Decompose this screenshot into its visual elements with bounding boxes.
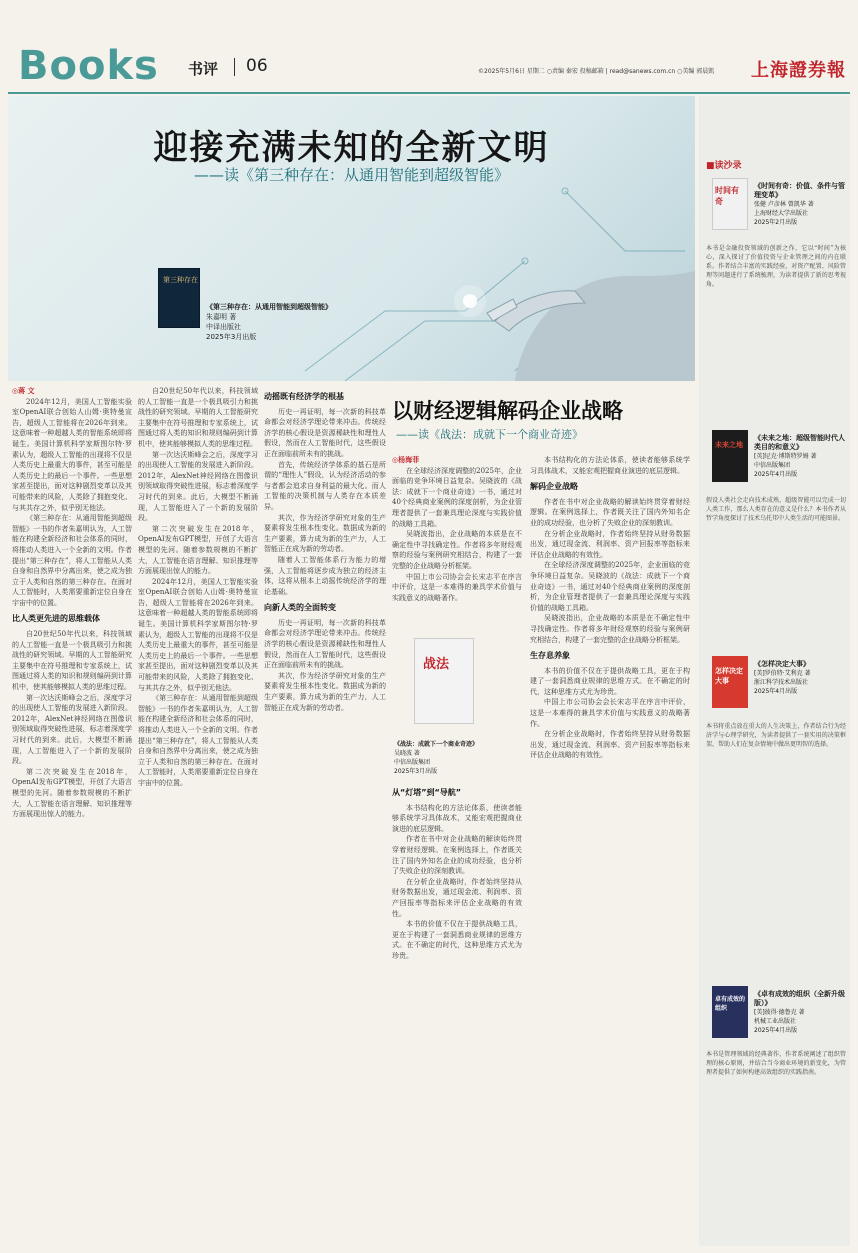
paragraph: 在分析企业战略时，作者始终坚持从财务数据出发，通过现金流、利润率、资产回报率等指标来评估企业战略的有效性。 [530, 730, 690, 760]
paragraph: 自20世纪50年代以来，科技领域的人工智能一直是一个极具吸引力和挑战性的研究领域。早期的人工智能研究主要集中在符号推理和专家系统上，试图通过将人类的知识和规则编码到计算机中，使其能够模拟人类的思维过程。 [138, 387, 258, 448]
masthead: 上海證券報 [751, 60, 846, 81]
paragraph: 第二次突破发生在2018年，OpenAI发布GPT模型，开创了大语言模型的先河。随着参数规模的不断扩大，人工智能在语言理解、知识推理等方面展现出惊人的能力。 [12, 767, 132, 819]
paragraph: 2024年12月，美国人工智能实验室OpenAI联合创始人山姆·奥特曼宣告，超级人工智能将在2026年到来。这意味着一种超越人类的智能系统即将诞生。美国计算机科学家斯图尔特·罗素认为，超级人工智能的出现将不仅是人类历史上最重大的事件，甚至可能是人类历史上的最后一个事件。一些思想家甚至提出，面对这种剧烈变革以及其可能带来的风险，人类除了拥抱变化、与其共存之外，似乎别无他法。 [138, 577, 258, 692]
article1-byline: ◎蒋 文 [12, 387, 35, 395]
paragraph: 自20世纪50年代以来，科技领域的人工智能一直是一个极具吸引力和挑战性的研究领域。早期的人工智能研究主要集中在符号推理和专家系统上，试图通过将人类的知识和规则编码到计算机中，使其能够模拟人类的思维过程。 [12, 630, 132, 692]
page-number: 06 [246, 56, 268, 76]
book-name: 《第三种存在：从通用智能到超级智能》 [206, 303, 332, 311]
paragraph: 本书的价值不仅在于提供战略工具，更在于构建了一套洞悉商业规律的思维方式。在不确定的时代，这种思维方式尤为珍贵。 [392, 920, 522, 960]
article2-column-1-top [392, 455, 522, 635]
sidebar-blurb: 本书是金融投资领域的创新之作，它以“时间”为核心，深入探讨了价值投资与企业管理之间的内在联系。作者结合丰富的实践经验，对资产配置、风险管理等问题进行了系统梳理，为读者提供了新的思考视角。 [706, 245, 846, 288]
sidebar-blurb: 假设人类社会走向技术成熟，超级智能可以完成一切人类工作，那么人类存在的意义是什么？本书作者从哲学角度探讨了技术乌托邦中人类生活的可能图景。 [706, 497, 846, 522]
paragraph: 第二次突破发生在2018年，OpenAI发布GPT模型，开创了大语言模型的先河。随着参数规模的不断扩大，人工智能在语言理解、知识推理等方面展现出惊人的能力。 [138, 524, 258, 576]
book-name: 《战法：成就下一个商业奇迹》 [394, 741, 479, 748]
book-author: 吴晓波 著 [394, 750, 420, 757]
book-author: [美]彼得·德鲁克 著 [754, 1009, 805, 1016]
book-name: 《未来之地：超级智能时代人类目的和意义》 [754, 434, 845, 451]
book-publisher: 中译出版社 [206, 323, 241, 331]
book-cover-title: 怎样决定大事 [715, 666, 743, 685]
article-subtitle: ——读《第三种存在：从通用智能到超级智能》 [193, 166, 509, 184]
paragraph: 其次，作为经济学研究对象的生产要素将发生根本性变化。数据成为新的生产要素，算力成为新的生产力，人工智能正在成为新的劳动者。 [264, 513, 386, 554]
paragraph: 本书结构化的方法论体系，使读者能够系统学习具体战术，又能宏观把握商业演进的底层逻辑。 [392, 803, 522, 833]
paragraph: 中国上市公司协会会长宋志平在序言中评价，这是一本难得的兼具学术价值与实践意义的战略著作。 [392, 572, 522, 602]
book-author: 朱嘉明 著 [206, 313, 237, 321]
paragraph: 本书结构化的方法论体系，使读者能够系统学习具体战术，又能宏观把握商业演进的底层逻辑。 [530, 456, 690, 475]
book-cover [158, 268, 200, 328]
brand-logo: Books [18, 43, 159, 89]
sidebar-blurb: 本书是管理领域的经典著作，作者系统阐述了组织管理的核心原则，并结合当今商业环境的新变化，为管理者提供了如何构建高效组织的实践指南。 [706, 1051, 846, 1076]
paragraph: 历史一再证明，每一次新的科技革命都会对经济学理论带来冲击。传统经济学的核心假设是资源稀缺性和理性人假设，然而在人工智能时代，这些假设正在面临前所未有的挑战。 [264, 407, 386, 458]
paragraph: 作者在书中对企业战略的解读始终贯穿着财经逻辑。在案例选择上，作者既关注了国内外知名企业的成功经验，也分析了失败企业的深刻教训。 [392, 835, 522, 876]
book-date: 2025年4月出版 [754, 1027, 798, 1034]
book-publisher: 中信出版集团 [394, 759, 431, 766]
sidebar-book-cover [712, 430, 748, 482]
book-publisher: 浙江科学技术出版社 [754, 679, 809, 686]
subhead: 从“灯塔”到“导航” [392, 788, 462, 797]
article2-column-1-bottom [392, 782, 522, 1242]
book-publisher: 上海财经大学出版社 [754, 210, 809, 217]
sidebar-blurb: 本书将重点放在重大的人生决策上，作者结合行为经济学与心理学研究，为读者提供了一套实用的决策框架，帮助人们在复杂情境中做出更明智的选择。 [706, 723, 846, 748]
book-cover-title: 战法 [423, 657, 450, 672]
subhead: 动摇既有经济学的根基 [264, 392, 344, 401]
paragraph: 其次，作为经济学研究对象的生产要素将发生根本性变化。数据成为新的生产要素，算力成为新的生产力，人工智能正在成为新的劳动者。 [264, 671, 386, 712]
article1-column-3 [264, 386, 386, 1246]
paragraph: 本书的价值不仅在于提供战略工具，更在于构建了一套洞悉商业规律的思维方式。在不确定的时代，这种思维方式尤为珍贵。 [530, 666, 690, 696]
hero-banner [8, 96, 695, 381]
book-date: 2025年4月出版 [754, 471, 798, 478]
book-date: 2025年4月出版 [754, 688, 798, 695]
book-date: 2025年3月出版 [394, 768, 438, 775]
paragraph: 第一次达沃斯峰会之后，深度学习的出现使人工智能的发展进入新阶段。2012年，AlexNet神经网络在图像识别领域取得突破性进展，标志着深度学习时代的到来。此后，大模型不断涌现，人工智能进入了一个新的发展阶段。 [12, 693, 132, 766]
book-date: 2025年2月出版 [754, 219, 798, 226]
book-author: [英]尼克·博斯特罗姆 著 [754, 453, 817, 460]
book-author: [美]罗伯特·艾利克 著 [754, 670, 811, 677]
book-name: 《时间有奇：价值、条件与管理变革》 [754, 182, 845, 199]
sidebar-book-info [754, 990, 846, 1035]
dateline: ©2025年5月6日 星期二 ○责编 秦宏 投稿邮箱 | read@sanews.com.cn ○美编 郭晨凯 [478, 68, 715, 75]
subhead: 比人类更先进的思维载体 [12, 614, 100, 624]
article-title: 迎接充满未知的全新文明 [153, 128, 550, 168]
paragraph: 第一次达沃斯峰会之后，深度学习的出现使人工智能的发展进入新阶段。2012年，AlexNet神经网络在图像识别领域取得突破性进展，标志着深度学习时代的到来。此后，大模型不断涌现，人工智能进入了一个新的发展阶段。 [138, 450, 258, 523]
subhead: 生存息养象 [530, 651, 570, 661]
subhead: 向新人类的全面转变 [264, 603, 336, 613]
paragraph: 作者在书中对企业战略的解读始终贯穿着财经逻辑。在案例选择上，作者既关注了国内外知名企业的成功经验，也分析了失败企业的深刻教训。 [530, 497, 690, 527]
article2-book-cover [414, 638, 474, 724]
paragraph: 在分析企业战略时，作者始终坚持从财务数据出发，通过现金流、利润率、资产回报率等指标来评估企业战略的有效性。 [392, 877, 522, 918]
paragraph: 2024年12月，美国人工智能实验室OpenAI联合创始人山姆·奥特曼宣告，超级人工智能将在2026年到来。这意味着一种超越人类的智能系统即将诞生。美国计算机科学家斯图尔特·罗素认为，超级人工智能的出现将不仅是人类历史上最重大的事件，甚至可能是人类历史上的最后一个事件。一些思想家甚至提出，面对这种剧烈变革以及其可能带来的风险，人类除了拥抱变化、与其共存之外，似乎别无他法。 [12, 397, 132, 512]
paragraph: 吴晓波指出，企业战略的本质是在不确定性中寻找确定性。作者将多年财经观察的经验与案例研究相结合，构建了一套完整的企业战略分析框架。 [392, 530, 522, 570]
paragraph: 在分析企业战略时，作者始终坚持从财务数据出发，通过现金流、利润率、资产回报率等指标来评估企业战略的有效性。 [530, 529, 690, 559]
article2-byline: ◎杨海菲 [392, 456, 420, 464]
header-divider [234, 58, 235, 76]
article2-subtitle: ——读《战法：成就下一个商业奇迹》 [396, 428, 583, 441]
book-cover-title: 第三种存在 [163, 276, 198, 284]
book-publisher: 中信出版集团 [754, 462, 791, 469]
paragraph: 吴晓波指出，企业战略的本质是在不确定性中寻找确定性。作者将多年财经观察的经验与案例研究相结合，构建了一套完整的企业战略分析框架。 [530, 614, 690, 644]
subhead: 解码企业战略 [530, 482, 578, 492]
book-date: 2025年3月出版 [206, 333, 257, 341]
book-publisher: 机械工业出版社 [754, 1018, 797, 1025]
book-cover-title: 卓有成效的组织 [715, 996, 746, 1012]
paragraph: 首先，传统经济学体系的基石是所谓的“理性人”假设，认为经济活动的参与者都会追求自身利益的最大化。而人工智能的决策机制与人类存在本质差异。 [264, 460, 386, 511]
article2-book-info [394, 740, 478, 776]
book-cover-title: 时间有奇 [715, 185, 739, 206]
book-name: 《卓有成效的组织（全新升级版）》 [754, 990, 845, 1007]
article2-title: 以财经逻辑解码企业战略 [392, 398, 623, 423]
sidebar-book-cover [712, 656, 748, 708]
page-header [8, 43, 850, 89]
paragraph: 随着人工智能体系行为能力的增强，人工智能将逐步成为独立的经济主体，这将从根本上动摇传统经济学的理论基础。 [264, 555, 386, 596]
paragraph: 在全球经济深度调整的2025年，企业面临的竞争环境日益复杂。吴晓波的《战法：成就下一个商业奇迹》一书，通过对40个经典商业案例的深度剖析，为企业管理者提供了一套兼具理论深度与实践价值的战略工具箱。 [530, 561, 690, 612]
book-info [206, 302, 332, 342]
book-name: 《怎样决定大事》 [754, 660, 810, 668]
sidebar-book-info [754, 434, 846, 479]
sidebar-book-info [754, 182, 846, 227]
paragraph: 历史一再证明，每一次新的科技革命都会对经济学理论带来冲击。传统经济学的核心假设是资源稀缺性和理性人假设，然而在人工智能时代，这些假设正在面临前所未有的挑战。 [264, 618, 386, 670]
sidebar-title: ■读沙录 [706, 161, 742, 171]
paragraph: 《第三种存在：从通用智能到超级智能》一书的作者朱嘉明认为，人工智能在构建全新经济和社会体系的同时，将推动人类进入一个全新的文明。作者提出“第三种存在”，将人工智能从人类自身和自然界中分离出来，使之成为独立于人类和自然的第三种存在。在面对人工智能时，人类需要重新定位自身在宇宙中的位置。 [138, 694, 258, 787]
paragraph: 在全球经济深度调整的2025年，企业面临的竞争环境日益复杂。吴晓波的《战法：成就下一个商业奇迹》一书，通过对40个经典商业案例的深度剖析，为企业管理者提供了一套兼具理论深度与实践价值的战略工具箱。 [392, 466, 522, 528]
article1-column-2 [138, 386, 258, 1246]
article2-column-2 [530, 455, 690, 1245]
article1-column-1 [12, 386, 132, 1246]
paragraph: 《第三种存在：从通用智能到超级智能》一书的作者朱嘉明认为，人工智能在构建全新经济和社会体系的同时，将推动人类进入一个全新的文明。作者提出“第三种存在”，将人工智能从人类自身和自然界中分离出来，使之成为独立于人类和自然的第三种存在。在面对人工智能时，人类需要重新定位自身在宇宙中的位置。 [12, 514, 132, 607]
sidebar-book-cover [712, 178, 748, 230]
book-author: 张健 卢彦林 曾凯华 著 [754, 201, 814, 208]
paragraph: 中国上市公司协会会长宋志平在序言中评价，这是一本难得的兼具学术价值与实践意义的战略著作。 [530, 698, 690, 728]
book-cover-title: 未来之地 [715, 440, 743, 449]
section-label: 书评 [188, 60, 219, 78]
sidebar-book-info [754, 660, 846, 696]
header-rule [8, 92, 850, 94]
robot-hand-illustration [265, 171, 695, 381]
sidebar-book-cover [712, 986, 748, 1038]
